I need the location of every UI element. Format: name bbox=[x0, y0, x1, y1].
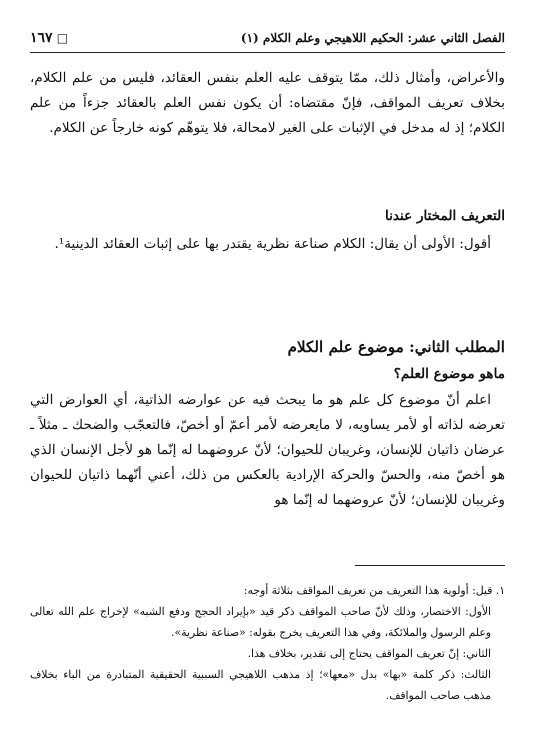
header-page-info bbox=[30, 30, 68, 46]
header-separator-icon: □ bbox=[56, 31, 69, 45]
paragraph-2: أقول: الأولى أن يقال: الكلام صناعة نظرية يقتدر بها على إثبات العقائد الدينية¹. bbox=[54, 236, 491, 252]
page-number: ١٦٧ bbox=[30, 30, 53, 46]
subheading-subject-of-science: ماهو موضوع العلم؟ bbox=[393, 366, 505, 382]
paragraph-1: والأعراض، وأمثال ذلك، ممّا يتوقف عليه العلم بنفس العقائد، فليس من علم الكلام، بخلاف تعريف المواقف، فإنّ مقتضاه: أن يكون نفس العلم بالعقائد جزءاً من علم الكلام؛ إذ له مدخل في الإثبات على الغير لامحالة، فلا يتوهّم كونه خارجاً عن الكلام. bbox=[30, 70, 505, 136]
subheading-chosen-definition: التعريف المختار عندنا bbox=[384, 208, 505, 224]
footnotes bbox=[30, 580, 505, 706]
section-heading: المطلب الثاني: موضوع علم الكلام bbox=[287, 338, 505, 356]
footnote-line: ١. قيل: أولوية هذا التعريف من تعريف المواقف بثلاثة أوجه: bbox=[243, 584, 505, 597]
header-rule bbox=[30, 52, 505, 53]
footnote-rule bbox=[355, 565, 505, 566]
footnote-line: الثالث: ذكر كلمة «بها» بدل «معها»؛ إذ مذهب اللاهيجي السببية الحقيقية المتبادرة من الباء بخلاف مذهب صاحب المواقف. bbox=[30, 668, 491, 702]
running-header bbox=[30, 30, 505, 46]
footnote-line: الثاني: إنّ تعريف المواقف يحتاج إلى تقدير، بخلاف هذا. bbox=[247, 647, 491, 660]
footnote-line: الأول: الاختصار، وذلك لأنّ صاحب المواقف ذكر قيد «بإيراد الحجج ودفع الشبه» لإخراج علم الله تعالى وعلم الرسول والملائكة، وفي هذا التعريف يخرج بقوله: «صناعة نظرية». bbox=[30, 605, 491, 639]
header-title: الفصل الثاني عشر: الحكيم اللاهيجي وعلم الكلام (١) bbox=[240, 31, 505, 45]
paragraph-3: اعلم أنّ موضوع كل علم هو ما يبحث فيه عن عوارضه الذاتية، أي العوارض التي تعرضه لذاته أو لأمر يساويه، لا مايعرضه لأمر أعمّ أو أخصّ، فالتعجّب والضحك ـ مثلاً ـ عرضان ذاتيان للإنسان، وغريبان للحيوان؛ لأنّ عروضهما له إنّما هو لأجل الإنسان الذي هو أخصّ منه، والحسّ والحركة الإرادية بالعكس من ذلك، أعني أنّهما ذاتيان للحيوان وغريبان للإنسان؛ لأنّ عروضهما له إنّما هو bbox=[30, 392, 505, 508]
